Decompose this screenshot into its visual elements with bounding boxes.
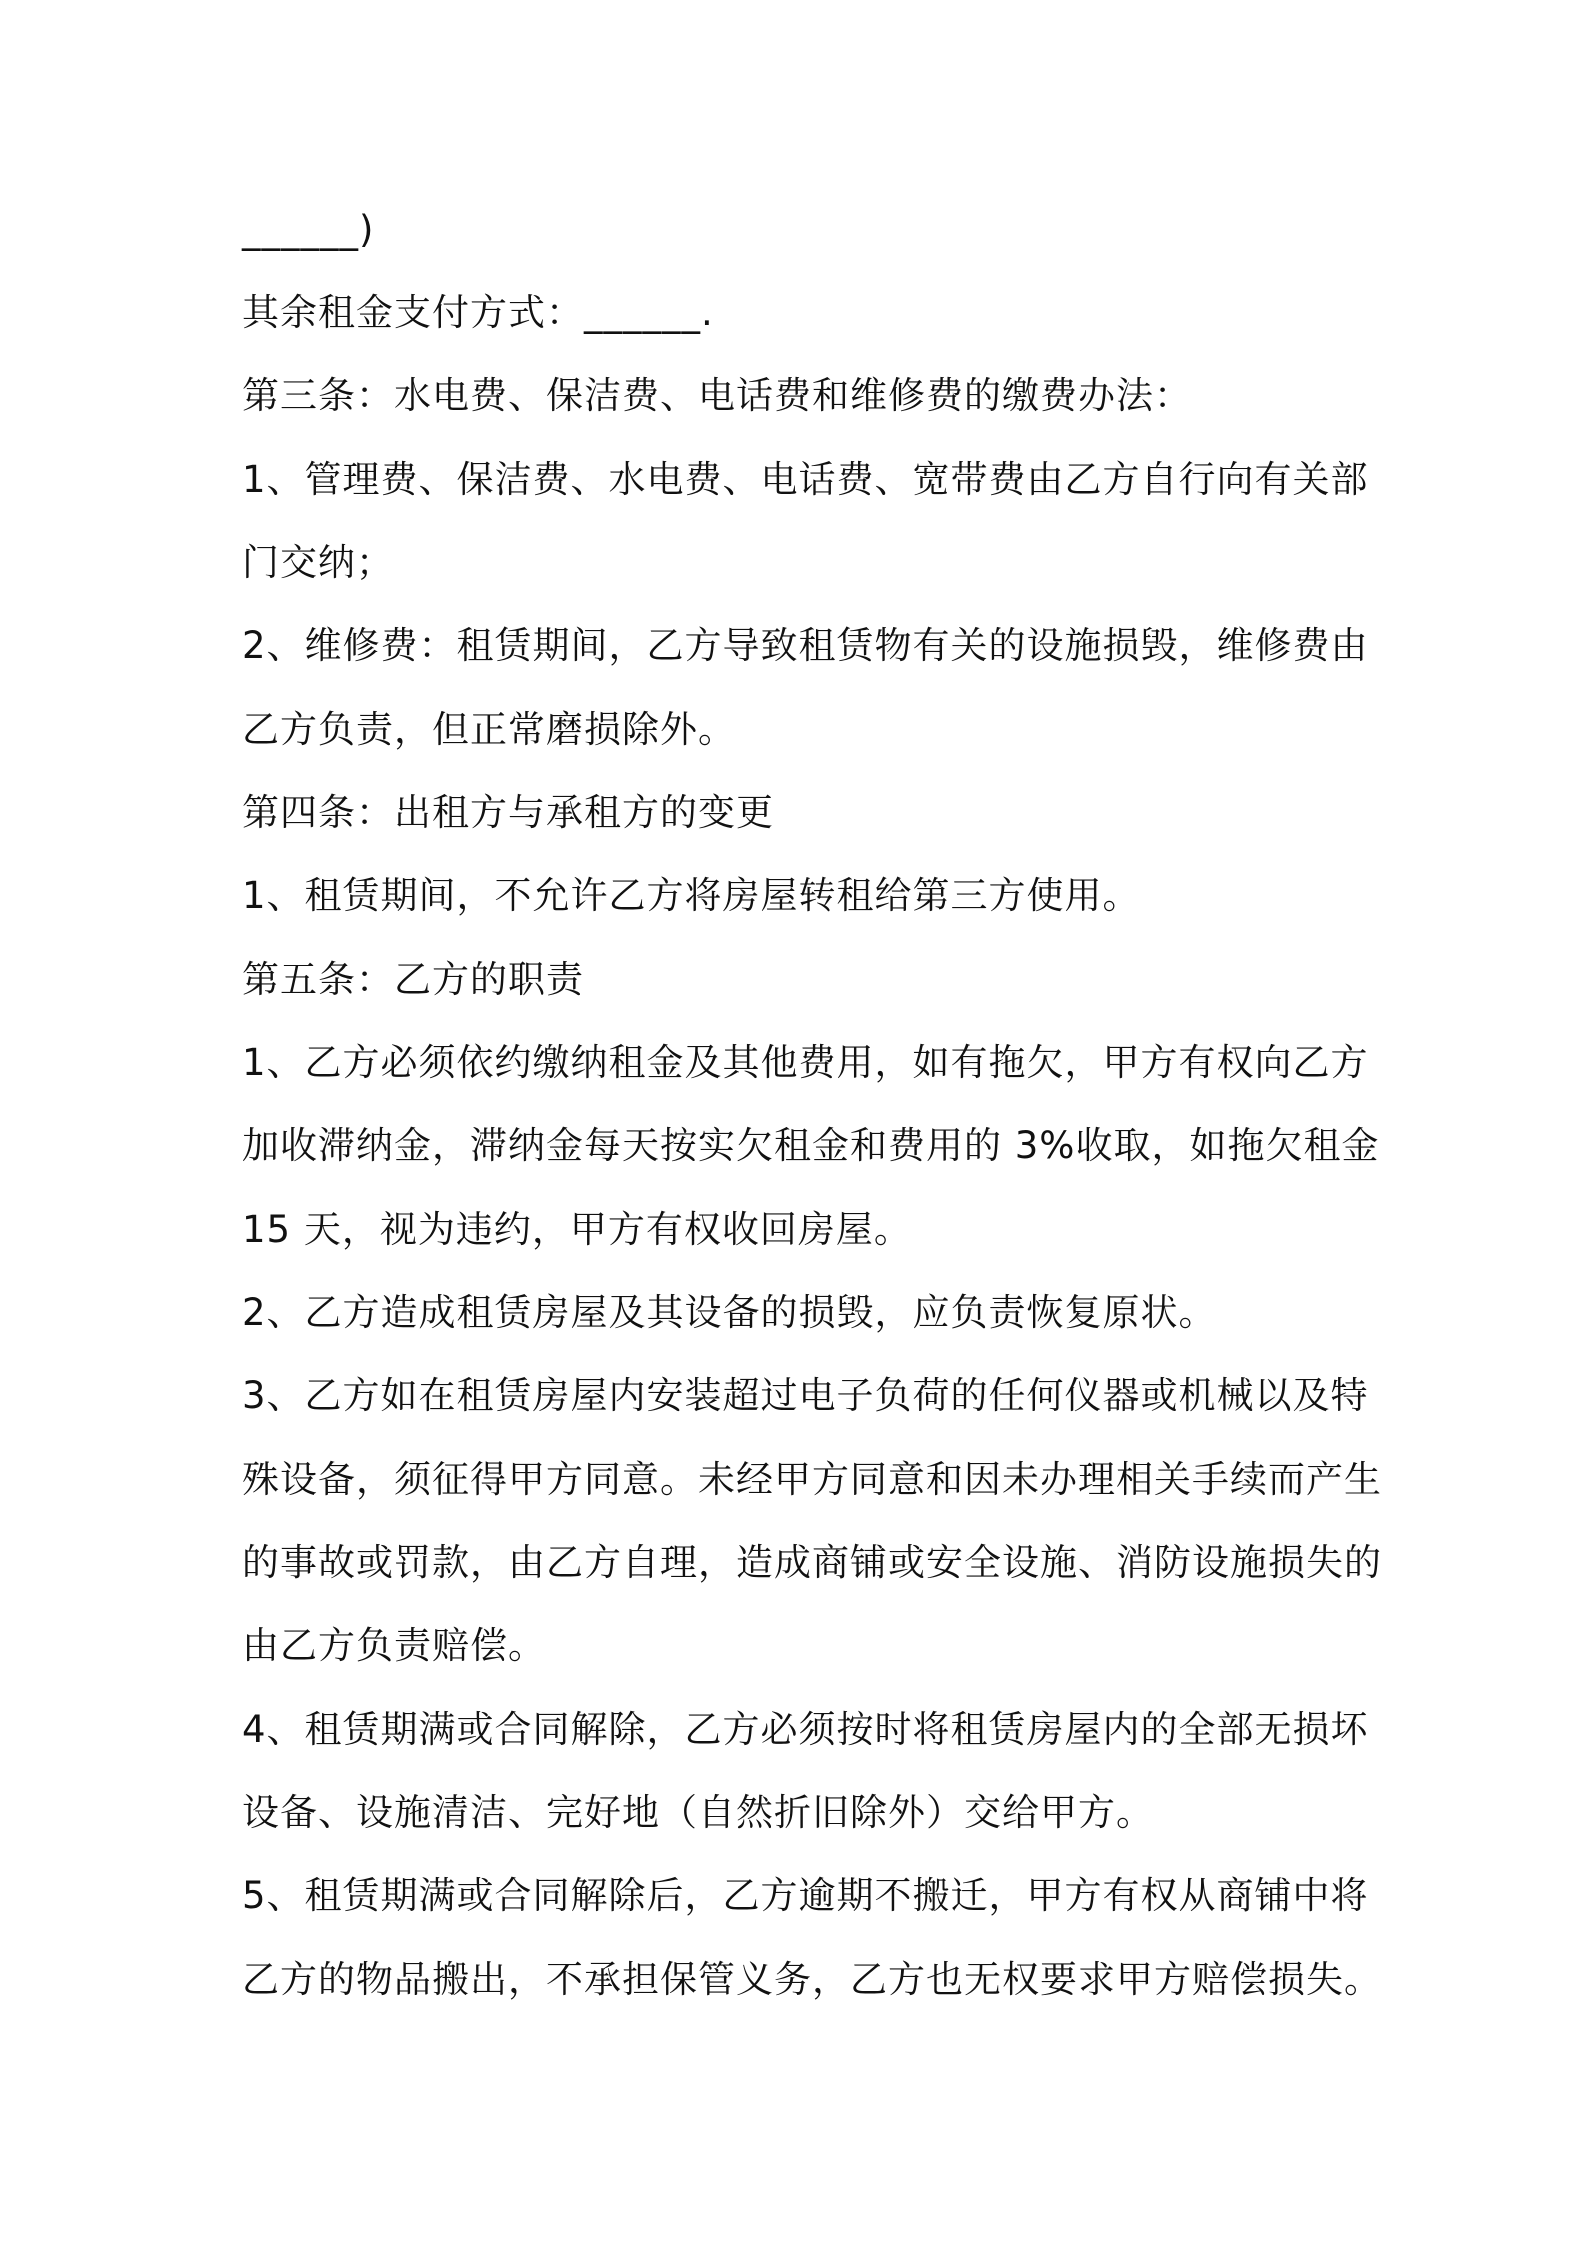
text-line: 1、管理费、保洁费、水电费、电话费、宽带费由乙方自行向有关部: [242, 458, 1369, 501]
text-line: 2、维修费：租赁期间，乙方导致租赁物有关的设施损毁，维修费由: [242, 624, 1369, 667]
text-line: 3、乙方如在租赁房屋内安装超过电子负荷的任何仪器或机械以及特: [242, 1374, 1369, 1417]
text-line: 15 天，视为违约，甲方有权收回房屋。: [242, 1208, 912, 1251]
text-line: 1、乙方必须依约缴纳租金及其他费用，如有拖欠，甲方有权向乙方: [242, 1041, 1369, 1084]
text-line: 4、租赁期满或合同解除，乙方必须按时将租赁房屋内的全部无损坏: [242, 1708, 1369, 1751]
text-line: ______): [242, 208, 375, 251]
text-line: 乙方的物品搬出，不承担保管义务，乙方也无权要求甲方赔偿损失。: [242, 1958, 1382, 2001]
text-line: 第五条：乙方的职责: [242, 958, 584, 1001]
text-line: 设备、设施清洁、完好地（自然折旧除外）交给甲方。: [242, 1791, 1154, 1834]
text-line: 5、租赁期满或合同解除后，乙方逾期不搬迁，甲方有权从商铺中将: [242, 1874, 1369, 1917]
text-line: 的事故或罚款，由乙方自理，造成商铺或安全设施、消防设施损失的: [242, 1541, 1382, 1584]
text-line: 由乙方负责赔偿。: [242, 1624, 546, 1667]
text-line: 第三条：水电费、保洁费、电话费和维修费的缴费办法：: [242, 374, 1192, 417]
text-line: 2、乙方造成租赁房屋及其设备的损毁，应负责恢复原状。: [242, 1291, 1217, 1334]
text-line: 其余租金支付方式：______.: [242, 291, 714, 334]
text-line: 1、租赁期间，不允许乙方将房屋转租给第三方使用。: [242, 874, 1141, 917]
text-line: 加收滞纳金，滞纳金每天按实欠租金和费用的 3%收取，如拖欠租金: [242, 1124, 1380, 1167]
text-line: 殊设备，须征得甲方同意。未经甲方同意和因未办理相关手续而产生: [242, 1458, 1382, 1501]
text-line: 门交纳；: [242, 541, 394, 584]
text-line: 第四条：出租方与承租方的变更: [242, 791, 774, 834]
text-line: 乙方负责，但正常磨损除外。: [242, 708, 736, 751]
